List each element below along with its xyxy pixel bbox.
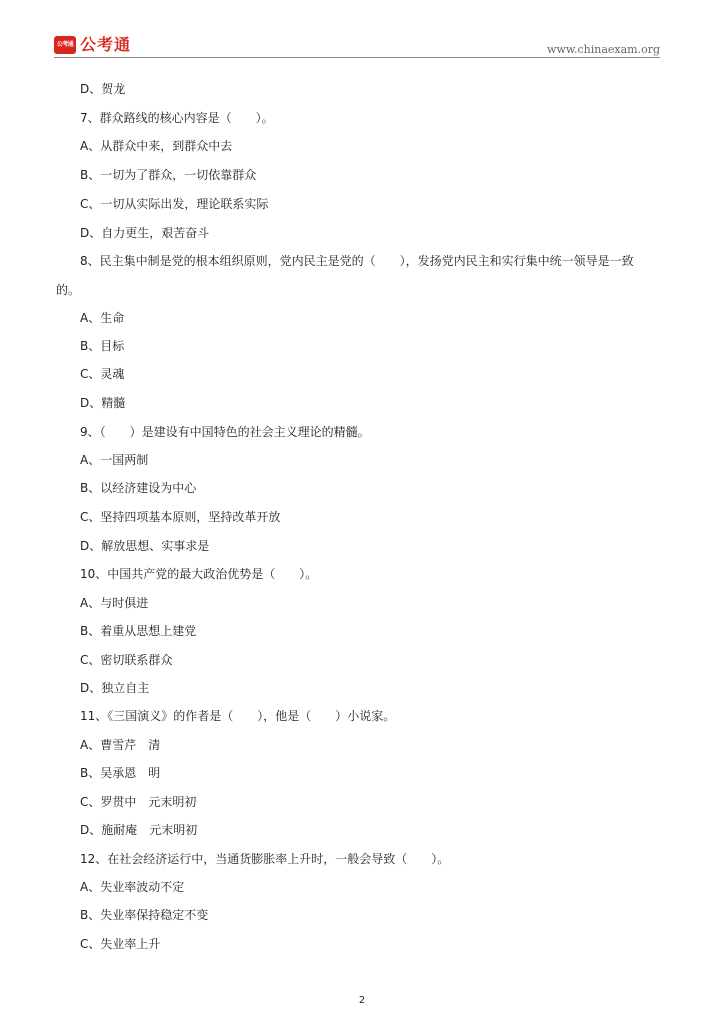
option-a: A、一国两制 xyxy=(80,453,149,467)
option-d: D、精髓 xyxy=(80,396,126,410)
option-a: A、生命 xyxy=(80,311,125,325)
option-c: C、坚持四项基本原则，坚持改革开放 xyxy=(80,510,281,524)
question-8: 8、民主集中制是党的根本组织原则，党内民主是党的（ ），发扬党内民主和实行集中统一领导是一致 xyxy=(80,254,634,268)
question-11: 11、《三国演义》的作者是（ ），他是（ ）小说家。 xyxy=(80,709,396,723)
question-9: 9、（ ）是建设有中国特色的社会主义理论的精髓。 xyxy=(80,425,370,439)
option-d: D、解放思想、实事求是 xyxy=(80,539,210,553)
question-7: 7、群众路线的核心内容是（ ）。 xyxy=(80,111,274,125)
option-c: C、一切从实际出发，理论联系实际 xyxy=(80,197,269,211)
option-a: A、失业率波动不定 xyxy=(80,880,185,894)
option-d: D、施耐庵 元末明初 xyxy=(80,823,198,837)
logo-badge-icon: 公考通 xyxy=(54,36,76,54)
option-c: C、失业率上升 xyxy=(80,937,161,951)
option-b: B、目标 xyxy=(80,339,125,353)
question-12: 12、在社会经济运行中，当通货膨胀率上升时，一般会导致（ ）。 xyxy=(80,852,450,866)
option-b: B、一切为了群众，一切依靠群众 xyxy=(80,168,257,182)
question-10: 10、中国共产党的最大政治优势是（ ）。 xyxy=(80,567,318,581)
option-b: B、失业率保持稳定不变 xyxy=(80,908,209,922)
option-b: B、着重从思想上建党 xyxy=(80,624,197,638)
option-b: B、以经济建设为中心 xyxy=(80,481,197,495)
site-url[interactable]: www.chinaexam.org xyxy=(547,43,660,56)
option-d: D、独立自主 xyxy=(80,681,150,695)
question-8-continued: 的。 xyxy=(56,283,81,297)
option-d: D、自力更生，艰苦奋斗 xyxy=(80,226,210,240)
option-c: C、罗贯中 元末明初 xyxy=(80,795,197,809)
option-a: A、与时俱进 xyxy=(80,596,149,610)
option-a: A、曹雪芹 清 xyxy=(80,738,161,752)
page-number: 2 xyxy=(358,995,366,1006)
text-line: D、贺龙 xyxy=(80,82,126,96)
option-a: A、从群众中来，到群众中去 xyxy=(80,139,233,153)
option-c: C、密切联系群众 xyxy=(80,653,173,667)
logo-text: 公考通 xyxy=(80,35,132,54)
option-b: B、吴承恩 明 xyxy=(80,766,161,780)
option-c: C、灵魂 xyxy=(80,367,125,381)
